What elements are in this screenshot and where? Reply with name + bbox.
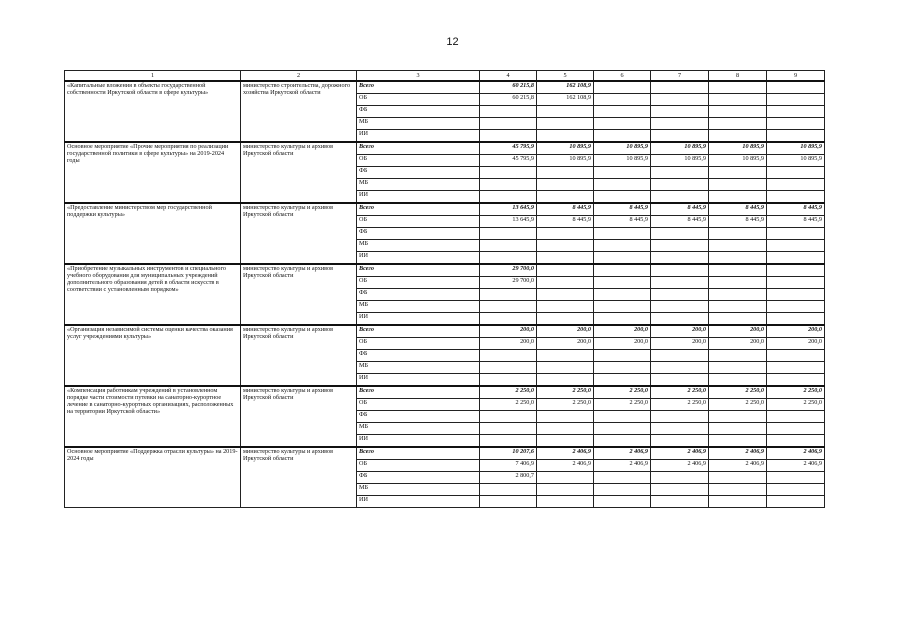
funding-source: Всего: [357, 142, 480, 155]
amount-cell: 8 445,9: [651, 203, 709, 216]
amount-cell: [480, 106, 537, 118]
amount-cell: [537, 411, 594, 423]
funding-source: ИИ: [357, 313, 480, 326]
amount-cell: [651, 81, 709, 94]
funding-source: ФБ: [357, 228, 480, 240]
amount-cell: [767, 191, 825, 204]
amount-cell: [480, 252, 537, 265]
amount-cell: 2 406,9: [651, 460, 709, 472]
amount-cell: 2 250,0: [709, 386, 767, 399]
amount-cell: [767, 350, 825, 362]
amount-cell: 2 406,9: [537, 460, 594, 472]
amount-cell: [767, 472, 825, 484]
amount-cell: 2 406,9: [594, 460, 651, 472]
amount-cell: [537, 167, 594, 179]
column-header: 5: [537, 71, 594, 82]
column-header: 6: [594, 71, 651, 82]
amount-cell: [767, 252, 825, 265]
amount-cell: 2 250,0: [651, 399, 709, 411]
amount-cell: [709, 423, 767, 435]
amount-cell: [709, 81, 767, 94]
amount-cell: [767, 484, 825, 496]
amount-cell: 2 406,9: [709, 447, 767, 460]
amount-cell: 200,0: [537, 338, 594, 350]
amount-cell: [767, 106, 825, 118]
amount-cell: [480, 191, 537, 204]
funding-source: ФБ: [357, 167, 480, 179]
column-header: 3: [357, 71, 480, 82]
budget-table: [64, 70, 825, 508]
table-row: [65, 264, 825, 277]
amount-cell: [651, 435, 709, 448]
amount-cell: [594, 472, 651, 484]
amount-cell: [537, 484, 594, 496]
amount-cell: [480, 118, 537, 130]
amount-cell: 2 250,0: [767, 399, 825, 411]
funding-source: Всего: [357, 203, 480, 216]
table-row: [65, 203, 825, 216]
amount-cell: 2 250,0: [709, 399, 767, 411]
amount-cell: [651, 94, 709, 106]
funding-source: МБ: [357, 423, 480, 435]
amount-cell: 2 406,9: [537, 447, 594, 460]
column-header: 8: [709, 71, 767, 82]
amount-cell: [709, 106, 767, 118]
amount-cell: 29 700,0: [480, 264, 537, 277]
amount-cell: [709, 496, 767, 508]
amount-cell: [709, 362, 767, 374]
amount-cell: 2 406,9: [594, 447, 651, 460]
amount-cell: [709, 94, 767, 106]
amount-cell: 10 895,9: [651, 155, 709, 167]
amount-cell: [594, 179, 651, 191]
amount-cell: [594, 350, 651, 362]
amount-cell: [480, 362, 537, 374]
amount-cell: [651, 411, 709, 423]
funding-source: ОБ: [357, 216, 480, 228]
amount-cell: [709, 191, 767, 204]
amount-cell: [594, 313, 651, 326]
amount-cell: [594, 264, 651, 277]
amount-cell: [651, 484, 709, 496]
measure-executor: министерство культуры и архивов Иркутской области: [241, 386, 357, 447]
amount-cell: [480, 435, 537, 448]
amount-cell: [651, 228, 709, 240]
amount-cell: [651, 301, 709, 313]
amount-cell: [537, 252, 594, 265]
amount-cell: 45 795,9: [480, 142, 537, 155]
amount-cell: [537, 362, 594, 374]
amount-cell: [480, 374, 537, 387]
amount-cell: 200,0: [480, 338, 537, 350]
amount-cell: [709, 411, 767, 423]
amount-cell: [709, 167, 767, 179]
amount-cell: 10 895,9: [767, 155, 825, 167]
amount-cell: 13 645,9: [480, 216, 537, 228]
funding-source: ИИ: [357, 496, 480, 508]
amount-cell: 200,0: [767, 325, 825, 338]
amount-cell: [651, 118, 709, 130]
column-header: 4: [480, 71, 537, 82]
amount-cell: [480, 313, 537, 326]
funding-source: МБ: [357, 301, 480, 313]
funding-source: ИИ: [357, 130, 480, 143]
amount-cell: 10 895,9: [537, 142, 594, 155]
amount-cell: [480, 350, 537, 362]
amount-cell: [767, 374, 825, 387]
funding-source: ФБ: [357, 411, 480, 423]
amount-cell: [767, 289, 825, 301]
amount-cell: [594, 191, 651, 204]
funding-source: Всего: [357, 325, 480, 338]
amount-cell: [537, 264, 594, 277]
measure-title: «Приобретение музыкальных инструментов и специального учебного оборудования для муниципальных учреждений дополнительного образования детей в области искусств в соответствии с установленным порядком»: [65, 264, 241, 325]
amount-cell: [537, 374, 594, 387]
amount-cell: [594, 277, 651, 289]
amount-cell: [537, 313, 594, 326]
amount-cell: [537, 191, 594, 204]
column-number-row: [65, 71, 825, 82]
amount-cell: [594, 411, 651, 423]
page-number: 12: [446, 36, 459, 48]
amount-cell: 8 445,9: [537, 216, 594, 228]
amount-cell: 2 800,7: [480, 472, 537, 484]
amount-cell: 200,0: [767, 338, 825, 350]
amount-cell: [651, 374, 709, 387]
amount-cell: 2 406,9: [651, 447, 709, 460]
amount-cell: 2 250,0: [594, 399, 651, 411]
amount-cell: [537, 240, 594, 252]
amount-cell: [651, 264, 709, 277]
amount-cell: 2 250,0: [537, 386, 594, 399]
funding-source: Всего: [357, 81, 480, 94]
amount-cell: 2 250,0: [767, 386, 825, 399]
amount-cell: [480, 423, 537, 435]
amount-cell: [767, 313, 825, 326]
amount-cell: 2 250,0: [480, 386, 537, 399]
amount-cell: [767, 94, 825, 106]
funding-source: ФБ: [357, 350, 480, 362]
funding-source: ФБ: [357, 472, 480, 484]
amount-cell: 7 406,9: [480, 460, 537, 472]
amount-cell: 10 895,9: [594, 155, 651, 167]
amount-cell: [709, 301, 767, 313]
amount-cell: 200,0: [709, 325, 767, 338]
amount-cell: [594, 484, 651, 496]
amount-cell: [537, 423, 594, 435]
amount-cell: [767, 228, 825, 240]
amount-cell: [537, 179, 594, 191]
amount-cell: [651, 130, 709, 143]
amount-cell: [767, 81, 825, 94]
amount-cell: [537, 118, 594, 130]
amount-cell: [480, 301, 537, 313]
amount-cell: 10 895,9: [537, 155, 594, 167]
amount-cell: [594, 106, 651, 118]
amount-cell: [651, 240, 709, 252]
amount-cell: [651, 362, 709, 374]
amount-cell: 200,0: [537, 325, 594, 338]
amount-cell: [537, 472, 594, 484]
amount-cell: 200,0: [594, 338, 651, 350]
funding-source: ИИ: [357, 435, 480, 448]
amount-cell: [709, 264, 767, 277]
amount-cell: [767, 496, 825, 508]
amount-cell: 8 445,9: [594, 203, 651, 216]
table-row: [65, 142, 825, 155]
table-row: [65, 447, 825, 460]
amount-cell: [767, 240, 825, 252]
amount-cell: 60 215,8: [480, 94, 537, 106]
amount-cell: 2 406,9: [767, 447, 825, 460]
measure-title: «Капитальные вложения в объекты государственной собственности Иркутской области в сфере культуры»: [65, 81, 241, 142]
amount-cell: [709, 277, 767, 289]
amount-cell: [709, 374, 767, 387]
funding-source: Всего: [357, 386, 480, 399]
amount-cell: [594, 240, 651, 252]
amount-cell: 60 215,8: [480, 81, 537, 94]
amount-cell: [537, 289, 594, 301]
amount-cell: [537, 277, 594, 289]
amount-cell: [594, 228, 651, 240]
amount-cell: [537, 130, 594, 143]
amount-cell: [480, 130, 537, 143]
amount-cell: [594, 423, 651, 435]
amount-cell: [480, 179, 537, 191]
funding-source: ОБ: [357, 94, 480, 106]
amount-cell: [709, 118, 767, 130]
amount-cell: [651, 472, 709, 484]
amount-cell: [709, 228, 767, 240]
measure-executor: министерство культуры и архивов Иркутской области: [241, 325, 357, 386]
funding-source: ОБ: [357, 399, 480, 411]
amount-cell: [709, 179, 767, 191]
amount-cell: 162 108,9: [537, 81, 594, 94]
amount-cell: [594, 118, 651, 130]
amount-cell: 10 895,9: [709, 142, 767, 155]
funding-source: МБ: [357, 240, 480, 252]
amount-cell: 2 406,9: [767, 460, 825, 472]
amount-cell: [709, 289, 767, 301]
table-row: [65, 386, 825, 399]
measure-executor: министерство культуры и архивов Иркутской области: [241, 203, 357, 264]
measure-executor: министерство культуры и архивов Иркутской области: [241, 142, 357, 203]
amount-cell: [594, 362, 651, 374]
measure-executor: министерство культуры и архивов Иркутской области: [241, 264, 357, 325]
amount-cell: [767, 435, 825, 448]
amount-cell: 162 108,9: [537, 94, 594, 106]
amount-cell: [480, 411, 537, 423]
amount-cell: [651, 496, 709, 508]
amount-cell: 8 445,9: [767, 216, 825, 228]
amount-cell: [594, 167, 651, 179]
amount-cell: [594, 435, 651, 448]
amount-cell: [709, 484, 767, 496]
amount-cell: [709, 435, 767, 448]
amount-cell: [537, 301, 594, 313]
amount-cell: [594, 374, 651, 387]
amount-cell: [767, 301, 825, 313]
amount-cell: 8 445,9: [767, 203, 825, 216]
funding-source: МБ: [357, 484, 480, 496]
amount-cell: [651, 289, 709, 301]
funding-source: ОБ: [357, 338, 480, 350]
amount-cell: 200,0: [651, 325, 709, 338]
amount-cell: [537, 106, 594, 118]
amount-cell: [594, 81, 651, 94]
amount-cell: 2 250,0: [594, 386, 651, 399]
table-row: [65, 325, 825, 338]
amount-cell: [537, 435, 594, 448]
amount-cell: 13 645,9: [480, 203, 537, 216]
amount-cell: 29 700,0: [480, 277, 537, 289]
amount-cell: [537, 350, 594, 362]
funding-source: Всего: [357, 447, 480, 460]
amount-cell: 8 445,9: [537, 203, 594, 216]
amount-cell: [480, 167, 537, 179]
amount-cell: 10 895,9: [594, 142, 651, 155]
amount-cell: 45 795,9: [480, 155, 537, 167]
amount-cell: [709, 240, 767, 252]
amount-cell: [709, 350, 767, 362]
amount-cell: 200,0: [709, 338, 767, 350]
column-header: 7: [651, 71, 709, 82]
funding-source: ФБ: [357, 289, 480, 301]
amount-cell: 200,0: [480, 325, 537, 338]
amount-cell: 2 250,0: [537, 399, 594, 411]
amount-cell: 10 207,6: [480, 447, 537, 460]
amount-cell: [480, 228, 537, 240]
column-header: 1: [65, 71, 241, 82]
amount-cell: [651, 277, 709, 289]
amount-cell: [767, 264, 825, 277]
amount-cell: [767, 179, 825, 191]
measure-executor: министерство строительства, дорожного хозяйства Иркутской области: [241, 81, 357, 142]
funding-source: ИИ: [357, 191, 480, 204]
amount-cell: [651, 313, 709, 326]
measure-title: «Предоставление министерством мер государственной поддержки культуры»: [65, 203, 241, 264]
amount-cell: [480, 289, 537, 301]
amount-cell: [767, 130, 825, 143]
funding-source: ИИ: [357, 374, 480, 387]
amount-cell: 8 445,9: [651, 216, 709, 228]
amount-cell: 8 445,9: [594, 216, 651, 228]
amount-cell: [480, 484, 537, 496]
amount-cell: [594, 289, 651, 301]
measure-title: Основное мероприятие «Прочие мероприятия по реализации государственной политики в сфере культуры» на 2019-2024 годы: [65, 142, 241, 203]
amount-cell: [767, 277, 825, 289]
amount-cell: 2 406,9: [709, 460, 767, 472]
amount-cell: [651, 191, 709, 204]
column-header: 9: [767, 71, 825, 82]
amount-cell: [480, 240, 537, 252]
funding-source: МБ: [357, 179, 480, 191]
amount-cell: [767, 167, 825, 179]
amount-cell: 2 250,0: [651, 386, 709, 399]
amount-cell: [767, 423, 825, 435]
amount-cell: [709, 252, 767, 265]
amount-cell: [651, 167, 709, 179]
funding-source: ОБ: [357, 277, 480, 289]
amount-cell: 200,0: [594, 325, 651, 338]
funding-source: МБ: [357, 362, 480, 374]
funding-source: ИИ: [357, 252, 480, 265]
amount-cell: [537, 228, 594, 240]
amount-cell: [537, 496, 594, 508]
measure-title: «Организация независимой системы оценки качества оказания услуг учреждениями культуры»: [65, 325, 241, 386]
amount-cell: [651, 350, 709, 362]
amount-cell: 10 895,9: [709, 155, 767, 167]
measure-title: «Компенсация работникам учреждений в установленном порядке части стоимости путевки на санаторно-курортное лечение в санаторно-курортных организациях, расположенных на территории Иркутской области»: [65, 386, 241, 447]
amount-cell: 8 445,9: [709, 216, 767, 228]
amount-cell: [651, 252, 709, 265]
amount-cell: [594, 301, 651, 313]
amount-cell: [594, 252, 651, 265]
measure-title: Основное мероприятие «Поддержка отрасли культуры» на 2019-2024 годы: [65, 447, 241, 508]
amount-cell: [480, 496, 537, 508]
amount-cell: [594, 496, 651, 508]
amount-cell: [651, 423, 709, 435]
amount-cell: 10 895,9: [767, 142, 825, 155]
funding-source: Всего: [357, 264, 480, 277]
amount-cell: [651, 106, 709, 118]
funding-source: ФБ: [357, 106, 480, 118]
amount-cell: [709, 130, 767, 143]
amount-cell: 8 445,9: [709, 203, 767, 216]
amount-cell: [709, 313, 767, 326]
amount-cell: [709, 472, 767, 484]
funding-source: МБ: [357, 118, 480, 130]
amount-cell: 10 895,9: [651, 142, 709, 155]
amount-cell: [767, 118, 825, 130]
amount-cell: 2 250,0: [480, 399, 537, 411]
column-header: 2: [241, 71, 357, 82]
amount-cell: [594, 130, 651, 143]
amount-cell: 200,0: [651, 338, 709, 350]
funding-source: ОБ: [357, 460, 480, 472]
amount-cell: [594, 94, 651, 106]
amount-cell: [767, 411, 825, 423]
table-row: [65, 81, 825, 94]
measure-executor: министерство культуры и архивов Иркутской области: [241, 447, 357, 508]
amount-cell: [767, 362, 825, 374]
amount-cell: [651, 179, 709, 191]
funding-source: ОБ: [357, 155, 480, 167]
